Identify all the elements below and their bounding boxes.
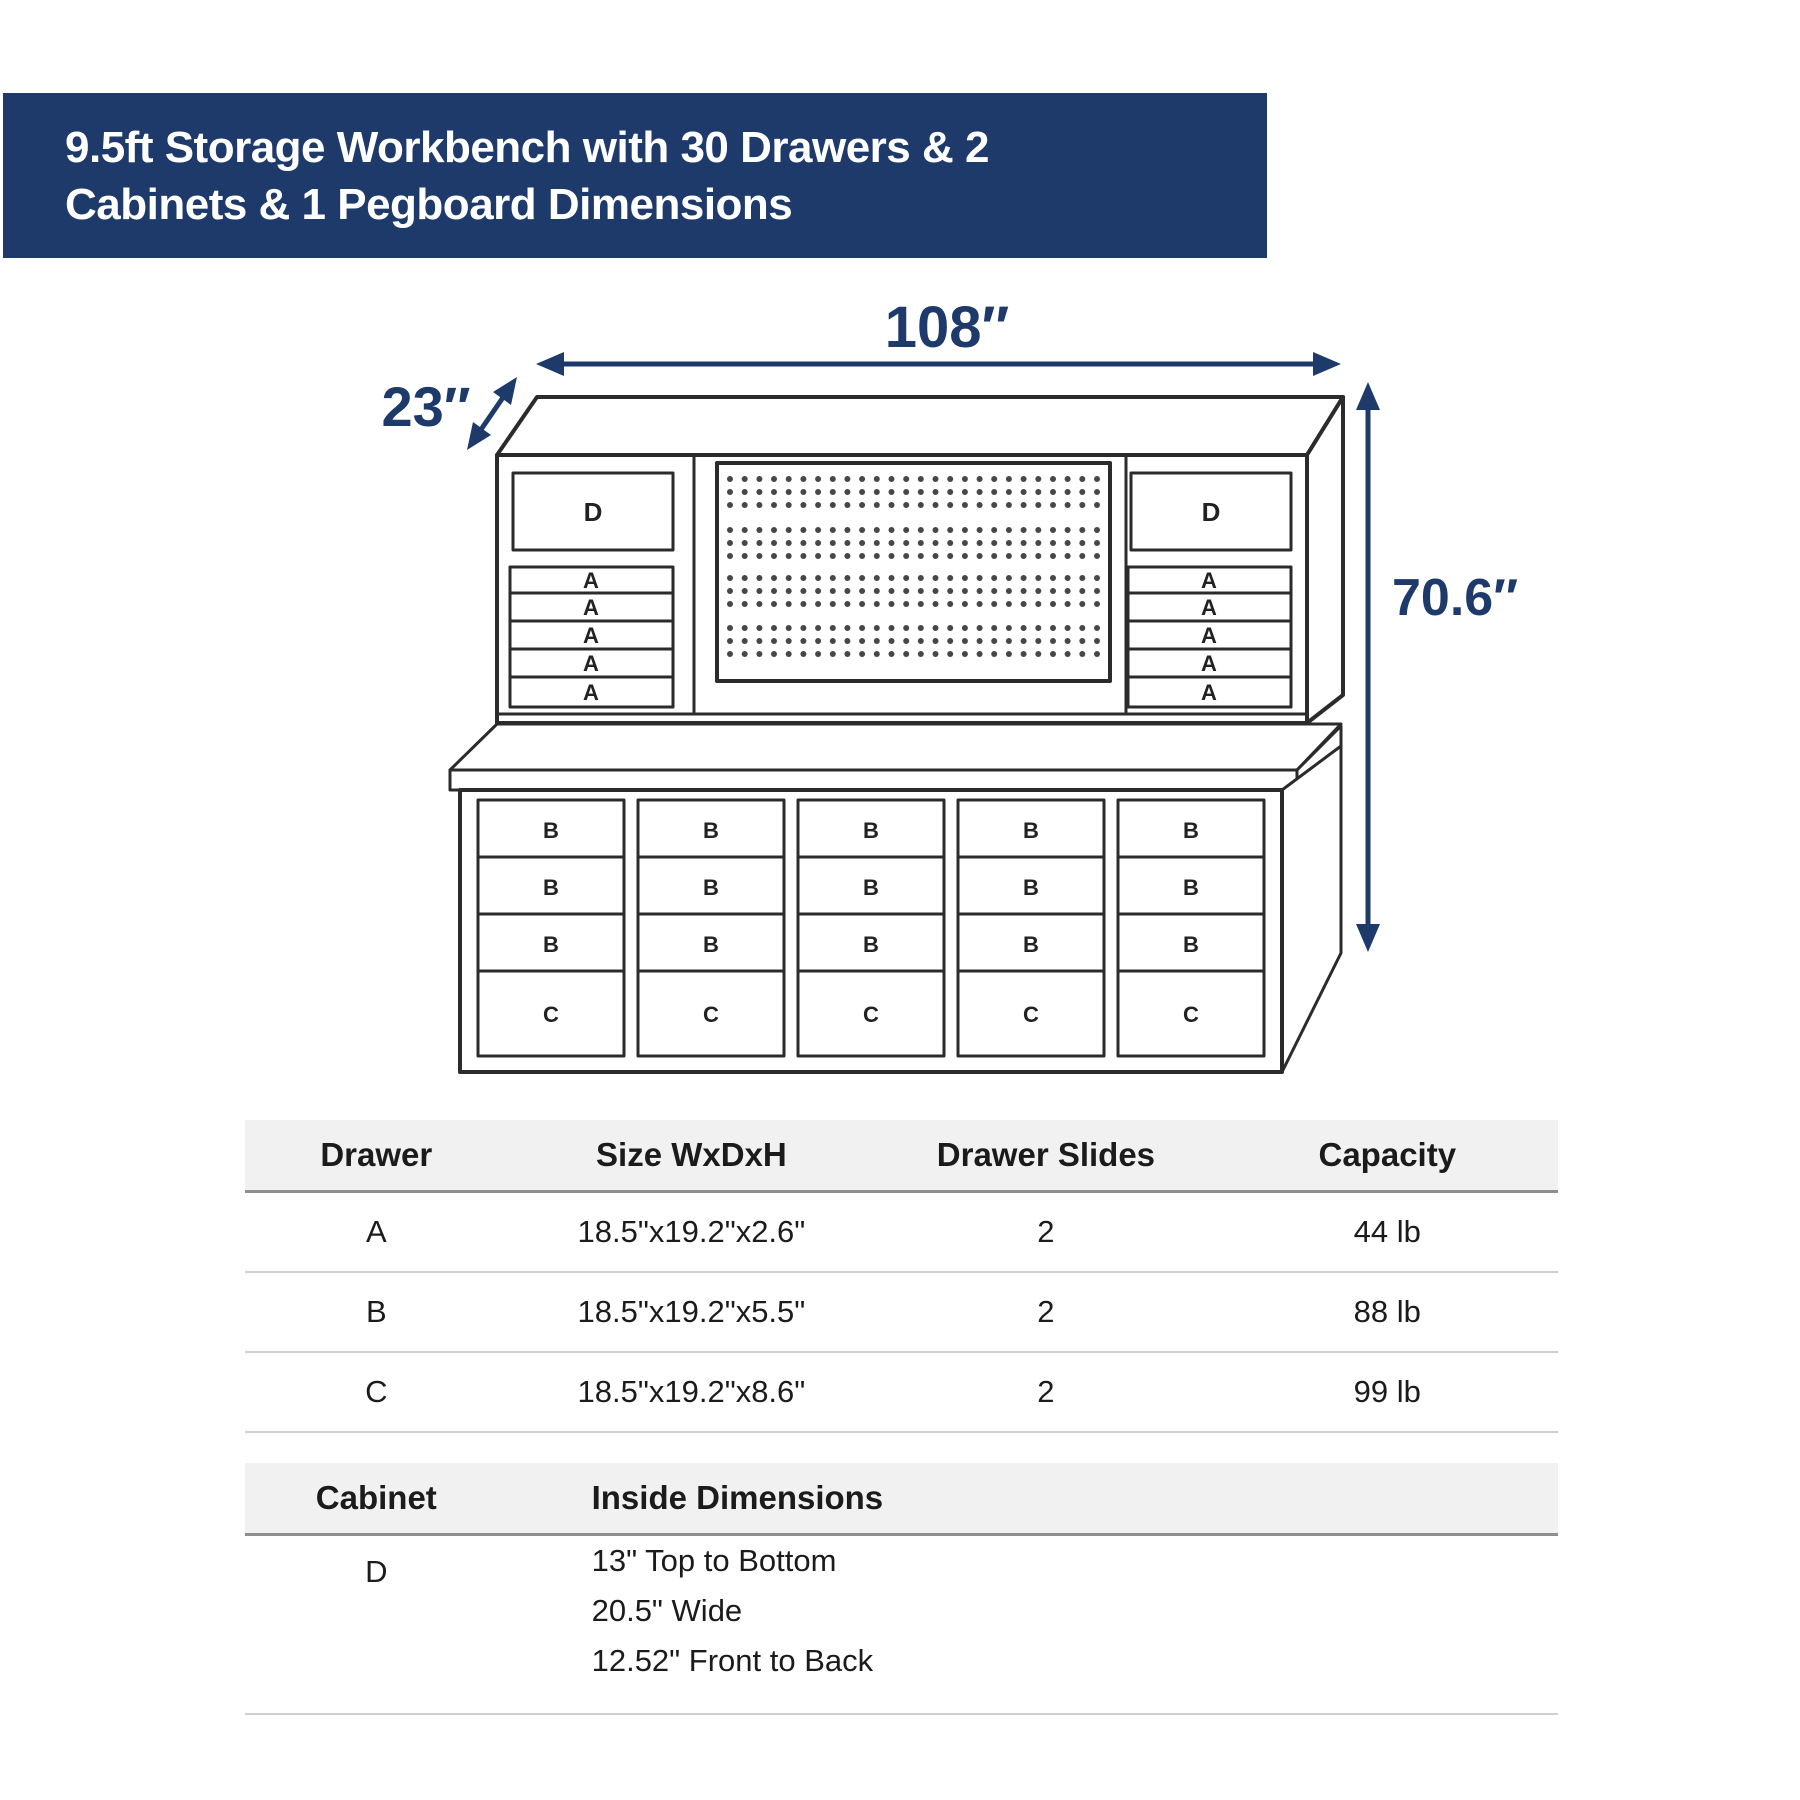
drawer-name: B <box>365 1294 387 1329</box>
inside-dimension-width: 20.5" Wide <box>591 1593 743 1628</box>
col-header-size: Size WxDxH <box>596 1136 787 1173</box>
drawer-b-label: B <box>543 875 559 900</box>
drawer-slides: 2 <box>1037 1214 1055 1249</box>
page-title-line1: 9.5ft Storage Workbench with 30 Drawers & 2 <box>65 123 989 172</box>
col-header-inside-dimensions: Inside Dimensions <box>591 1479 884 1516</box>
cabinet-name: D <box>365 1554 388 1589</box>
cabinet-table-header-row <box>245 1463 1558 1536</box>
drawer-a-label: A <box>1201 595 1217 620</box>
drawer-b-label: B <box>703 818 719 843</box>
drawer-name: A <box>365 1214 387 1249</box>
page-title-line2: Cabinets & 1 Pegboard Dimensions <box>65 180 793 229</box>
drawer-a-label: A <box>583 680 599 705</box>
drawer-b-label: B <box>1183 932 1199 957</box>
drawer-b-label: B <box>1183 875 1199 900</box>
drawer-b-label: B <box>1023 932 1039 957</box>
height-dimension-arrow <box>1356 382 1380 952</box>
cabinet-spec-table <box>245 1463 1558 1715</box>
cabinet-door-label: D <box>583 497 603 527</box>
drawer-capacity: 99 lb <box>1353 1374 1421 1409</box>
drawer-b-label: B <box>703 932 719 957</box>
cabinet-door-label: D <box>1201 497 1221 527</box>
drawer-size: 18.5"x19.2"x5.5" <box>577 1294 806 1329</box>
width-dimension-label: 108″ <box>884 295 1010 360</box>
col-header-capacity: Capacity <box>1318 1136 1457 1173</box>
drawer-b-label: B <box>863 875 879 900</box>
drawer-capacity: 44 lb <box>1353 1214 1421 1249</box>
drawer-b-label: B <box>863 818 879 843</box>
hutch-top-face <box>497 397 1343 455</box>
drawer-a-label: A <box>1201 680 1217 705</box>
worktop-lip <box>450 770 1297 790</box>
drawer-b-label: B <box>863 932 879 957</box>
drawer-column <box>798 800 944 1056</box>
drawer-column <box>958 800 1104 1056</box>
drawer-c-label: C <box>1183 1002 1199 1027</box>
drawer-a-label: A <box>1201 568 1217 593</box>
drawer-size: 18.5"x19.2"x2.6" <box>577 1214 806 1249</box>
drawer-column <box>1118 800 1264 1056</box>
hutch-left-drawer-stack <box>510 567 673 707</box>
base-cabinet-right-face <box>1282 746 1341 1072</box>
title-banner <box>3 93 1267 258</box>
drawer-name: C <box>365 1374 388 1409</box>
drawer-a-label: A <box>583 568 599 593</box>
drawer-b-label: B <box>1183 818 1199 843</box>
drawer-size: 18.5"x19.2"x8.6" <box>577 1374 806 1409</box>
table-row-drawer-c <box>245 1353 1558 1433</box>
hutch-left-cabinet <box>510 473 673 707</box>
drawer-a-label: A <box>583 595 599 620</box>
inside-dimension-depth: 12.52" Front to Back <box>591 1643 874 1678</box>
drawer-c-label: C <box>703 1002 719 1027</box>
drawer-b-label: B <box>1023 875 1039 900</box>
cabinet-inside-dimensions <box>508 1536 1558 1686</box>
drawer-b-label: B <box>543 932 559 957</box>
worktop-surface <box>450 724 1341 770</box>
drawer-c-label: C <box>543 1002 559 1027</box>
drawer-c-label: C <box>1023 1002 1039 1027</box>
table-row-drawer-b <box>245 1273 1558 1353</box>
drawer-capacity: 88 lb <box>1353 1294 1421 1329</box>
drawer-column <box>478 800 624 1056</box>
hutch-right-drawer-stack <box>1128 567 1291 707</box>
pegboard <box>717 463 1110 681</box>
inside-dimension-height: 13" Top to Bottom <box>591 1543 837 1578</box>
drawer-b-label: B <box>543 818 559 843</box>
hutch-right-face <box>1307 397 1343 723</box>
drawer-slides: 2 <box>1037 1374 1055 1409</box>
table-row-cabinet-d <box>245 1536 1558 1715</box>
workbench-diagram <box>360 270 1560 1100</box>
base-drawer-columns <box>478 800 1264 1056</box>
drawer-slides: 2 <box>1037 1294 1055 1329</box>
col-header-drawer: Drawer <box>320 1136 433 1173</box>
drawer-a-label: A <box>1201 623 1217 648</box>
col-header-drawer-slides: Drawer Slides <box>936 1136 1156 1173</box>
height-dimension-label: 70.6″ <box>1392 569 1519 627</box>
drawer-spec-table <box>245 1120 1558 1433</box>
hutch-right-cabinet <box>1128 473 1291 707</box>
drawer-table-header-row <box>245 1120 1558 1193</box>
drawer-c-label: C <box>863 1002 879 1027</box>
drawer-a-label: A <box>583 651 599 676</box>
drawer-a-label: A <box>583 623 599 648</box>
depth-dimension-label: 23″ <box>381 375 471 438</box>
table-row-drawer-a <box>245 1193 1558 1273</box>
drawer-b-label: B <box>703 875 719 900</box>
drawer-a-label: A <box>1201 651 1217 676</box>
col-header-cabinet: Cabinet <box>315 1479 437 1516</box>
drawer-column <box>638 800 784 1056</box>
drawer-b-label: B <box>1023 818 1039 843</box>
